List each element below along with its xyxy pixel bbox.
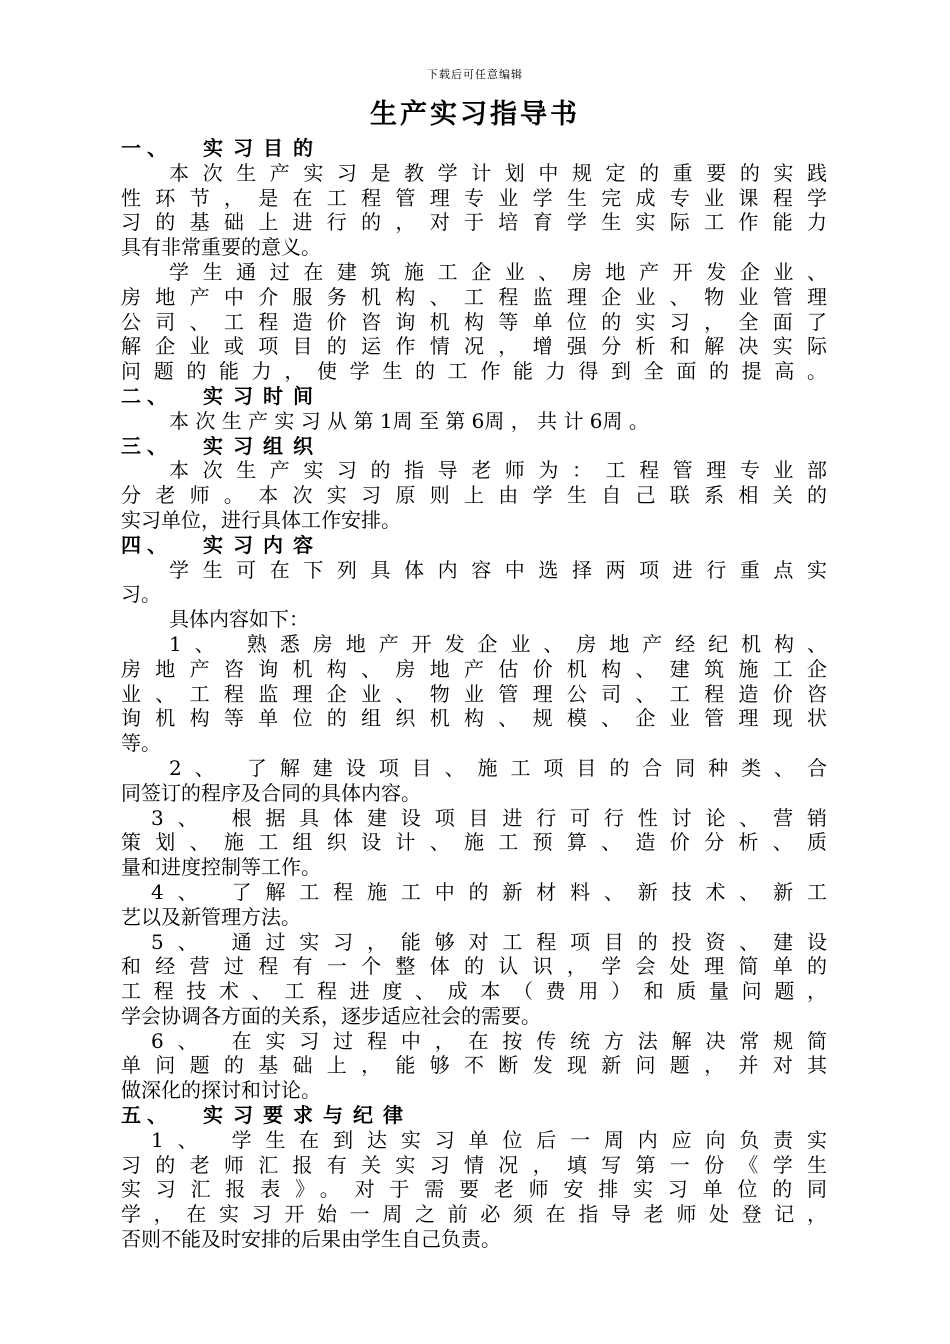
paragraph-line: 本 次 生 产 实 习 从 第 1周 至 第 6周 ， 共 计 6周 。 bbox=[169, 408, 649, 433]
paragraph-line: 单问题的基础上，能够不断发现新问题，并对其 bbox=[121, 1053, 827, 1078]
paragraph-line: 实习单位，进行具体工作安排。 bbox=[121, 507, 401, 532]
paragraph-line: 习的基础上进行的，对于培育学生实际工作能力 bbox=[121, 210, 827, 235]
section-title: 实习组织 bbox=[203, 433, 323, 458]
paragraph-line: 做深化的探讨和讨论。 bbox=[121, 1078, 321, 1103]
paragraph-line: 学，在实习开始一周之前必须在指导老师处登记， bbox=[121, 1202, 827, 1227]
paragraph-line: 性环节，是在工程管理专业学生完成专业课程学 bbox=[121, 185, 827, 210]
paragraph-line: 本次生产实习的指导老师为：工程管理专业部 bbox=[169, 458, 827, 483]
document-title: 生产实习指导书 bbox=[370, 99, 580, 130]
paragraph-line: 问题的能力，使学生的工作能力得到全面的提高。 bbox=[121, 359, 827, 384]
paragraph-line: 5、 通过实习，能够对工程项目的投资、建设 bbox=[151, 929, 827, 954]
paragraph-line: 具有非常重要的意义。 bbox=[121, 235, 321, 260]
paragraph-line: 学生通过在建筑施工企业、房地产开发企业、 bbox=[169, 259, 827, 284]
paragraph-line: 工程技术、工程进度、成本（费用）和质量问题， bbox=[121, 979, 827, 1004]
section-title: 实习时间 bbox=[203, 383, 323, 408]
paragraph-line: 房地产咨询机构、房地产估价机构、建筑施工企 bbox=[121, 656, 827, 681]
section-heading bbox=[121, 434, 827, 459]
paragraph-line: 业、工程监理企业、物业管理公司、工程造价咨 bbox=[121, 681, 827, 706]
section-number: 一、 bbox=[121, 136, 173, 160]
paragraph-line: 等。 bbox=[121, 731, 161, 756]
paragraph-line: 学生可在下列具体内容中选择两项进行重点实 bbox=[169, 557, 827, 582]
section-title: 实习要求与纪律 bbox=[203, 1103, 413, 1128]
paragraph-line: 解企业或项目的运作情况，增强分析和解决实际 bbox=[121, 334, 827, 359]
paragraph-line: 艺以及新管理方法。 bbox=[121, 904, 301, 929]
paragraph-line: 4、 了解工程施工中的新材料、新技术、新工 bbox=[151, 879, 827, 904]
paragraph-line: 6、 在实习过程中，在按传统方法解决常规简 bbox=[151, 1028, 827, 1053]
section-number: 四、 bbox=[121, 532, 173, 557]
paragraph-line: 询机构等单位的组织机构、规模、企业管理现状 bbox=[121, 706, 827, 731]
section-number: 三、 bbox=[121, 433, 173, 458]
paragraph-line: 实习汇报表》。对于需要老师安排实习单位的同 bbox=[121, 1177, 827, 1202]
section-title: 实习目的 bbox=[203, 136, 323, 160]
paragraph-line: 和经营过程有一个整体的认识，学会处理简单的 bbox=[121, 954, 827, 979]
section-number: 二、 bbox=[121, 383, 173, 408]
section-heading bbox=[121, 136, 827, 161]
paragraph-line: 公司、工程造价咨询机构等单位的实习，全面了 bbox=[121, 309, 827, 334]
paragraph-line: 1、 学生在到达实习单位后一周内应向负责实 bbox=[151, 1127, 827, 1152]
paragraph-line: 房地产中介服务机构、工程监理企业、物业管理 bbox=[121, 284, 827, 309]
section-heading bbox=[121, 1103, 827, 1128]
section-title: 实习内容 bbox=[203, 532, 323, 557]
paragraph-line: 同签订的程序及合同的具体内容。 bbox=[121, 780, 421, 805]
paragraph-line: 2、 了解建设项目、施工项目的合同种类、合 bbox=[169, 755, 827, 780]
paragraph-line: 学会协调各方面的关系，逐步适应社会的需要。 bbox=[121, 1003, 541, 1028]
paragraph-line: 否则不能及时安排的后果由学生自己负责。 bbox=[121, 1227, 501, 1252]
paragraph-line: 3、 根据具体建设项目进行可行性讨论、营销 bbox=[151, 805, 827, 830]
section-number: 五、 bbox=[121, 1103, 173, 1128]
paragraph-line: 1、 熟悉房地产开发企业、房地产经纪机构、 bbox=[169, 631, 827, 656]
paragraph-line: 量和进度控制等工作。 bbox=[121, 855, 321, 880]
paragraph-line: 具体内容如下： bbox=[169, 607, 309, 632]
paragraph-line: 本次生产实习是教学计划中规定的重要的实践 bbox=[169, 160, 827, 185]
section-heading bbox=[121, 384, 827, 409]
page-header: 下载后可任意编辑 bbox=[427, 68, 523, 81]
paragraph-line: 习。 bbox=[121, 582, 161, 607]
paragraph-line: 分老师。本次实习原则上由学生自己联系相关的 bbox=[121, 483, 827, 508]
document-body bbox=[121, 136, 827, 1252]
section-heading bbox=[121, 533, 827, 558]
paragraph-line: 习的老师汇报有关实习情况，填写第一份《学生 bbox=[121, 1152, 827, 1177]
paragraph-line: 策划、施工组织设计、施工预算、造价分析、质 bbox=[121, 830, 827, 855]
